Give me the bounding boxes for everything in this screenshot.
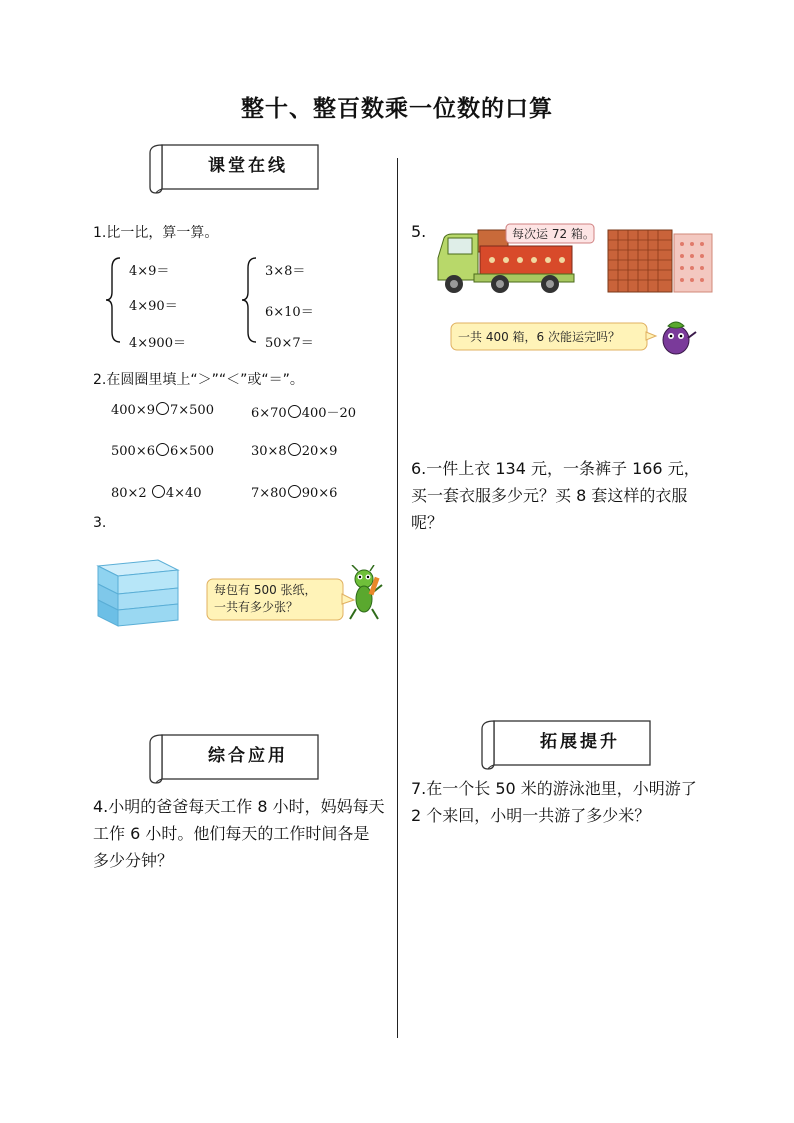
left-brace-icon [104, 256, 124, 344]
compare-item: 6×70 400－20 [251, 406, 357, 421]
question-3-label: 3. [93, 515, 107, 531]
compare-item: 400×9 7×500 [111, 403, 214, 418]
question-2-label: 2.在圆圈里填上“＞”“＜”或“＝”。 [93, 372, 304, 388]
question-5-label: 5. [411, 222, 427, 241]
section-title: 课堂在线 [208, 156, 288, 176]
q1-right-expr: 3×8＝ [265, 264, 306, 279]
section-banner-extension [480, 719, 650, 765]
section-banner-application [148, 733, 318, 779]
grasshopper-icon [344, 565, 384, 621]
q1-right-expr: 50×7＝ [265, 336, 314, 351]
bubble-text: 一共 400 箱，6 次能运完吗？ [458, 330, 620, 344]
right-brace-icon [240, 256, 260, 344]
section-title: 综合应用 [208, 746, 288, 766]
compare-item: 7×80 90×6 [251, 486, 338, 501]
answer-circle[interactable] [152, 485, 165, 498]
question-7-text: 7.在一个长 50 米的游泳池里，小明游了 2 个来回，小明一共游了多少米？ [411, 779, 697, 825]
q1-right-expr: 6×10＝ [265, 305, 314, 320]
paper-stack-icon [96, 558, 180, 628]
page-title: 整十、整百数乘一位数的口算 [241, 96, 553, 122]
compare-item: 500×6 6×500 [111, 444, 214, 459]
q1-left-expr: 4×9＝ [129, 264, 170, 279]
answer-circle[interactable] [156, 402, 169, 415]
q1-left-expr: 4×90＝ [129, 299, 178, 314]
box-stack-icon [606, 228, 714, 294]
question-4-text: 4.小明的爸爸每天工作 8 小时，妈妈每天工作 6 小时。他们每天的工作时间各是多少分钟？ [93, 797, 385, 870]
answer-circle[interactable] [288, 485, 301, 498]
section-title: 拓展提升 [540, 732, 620, 752]
bubble-text: 每包有 500 张纸， 一共有多少张？ [214, 583, 317, 614]
question-6-text: 6.一件上衣 134 元，一条裤子 166 元，买一套衣服多少元？买 8 套这样的衣服呢？ [411, 459, 700, 532]
answer-circle[interactable] [156, 443, 169, 456]
q1-left-expr: 4×900＝ [129, 336, 186, 351]
compare-item: 30×8 20×9 [251, 444, 338, 459]
section-banner-classroom [148, 143, 318, 189]
answer-circle[interactable] [288, 405, 301, 418]
compare-item: 80×2 4×40 [111, 486, 202, 501]
question-1-label: 1.比一比，算一算。 [93, 225, 219, 241]
eggplant-icon [656, 316, 698, 356]
truck-sign-text: 每次运 72 箱。 [512, 227, 595, 241]
column-divider [397, 158, 398, 1038]
answer-circle[interactable] [288, 443, 301, 456]
